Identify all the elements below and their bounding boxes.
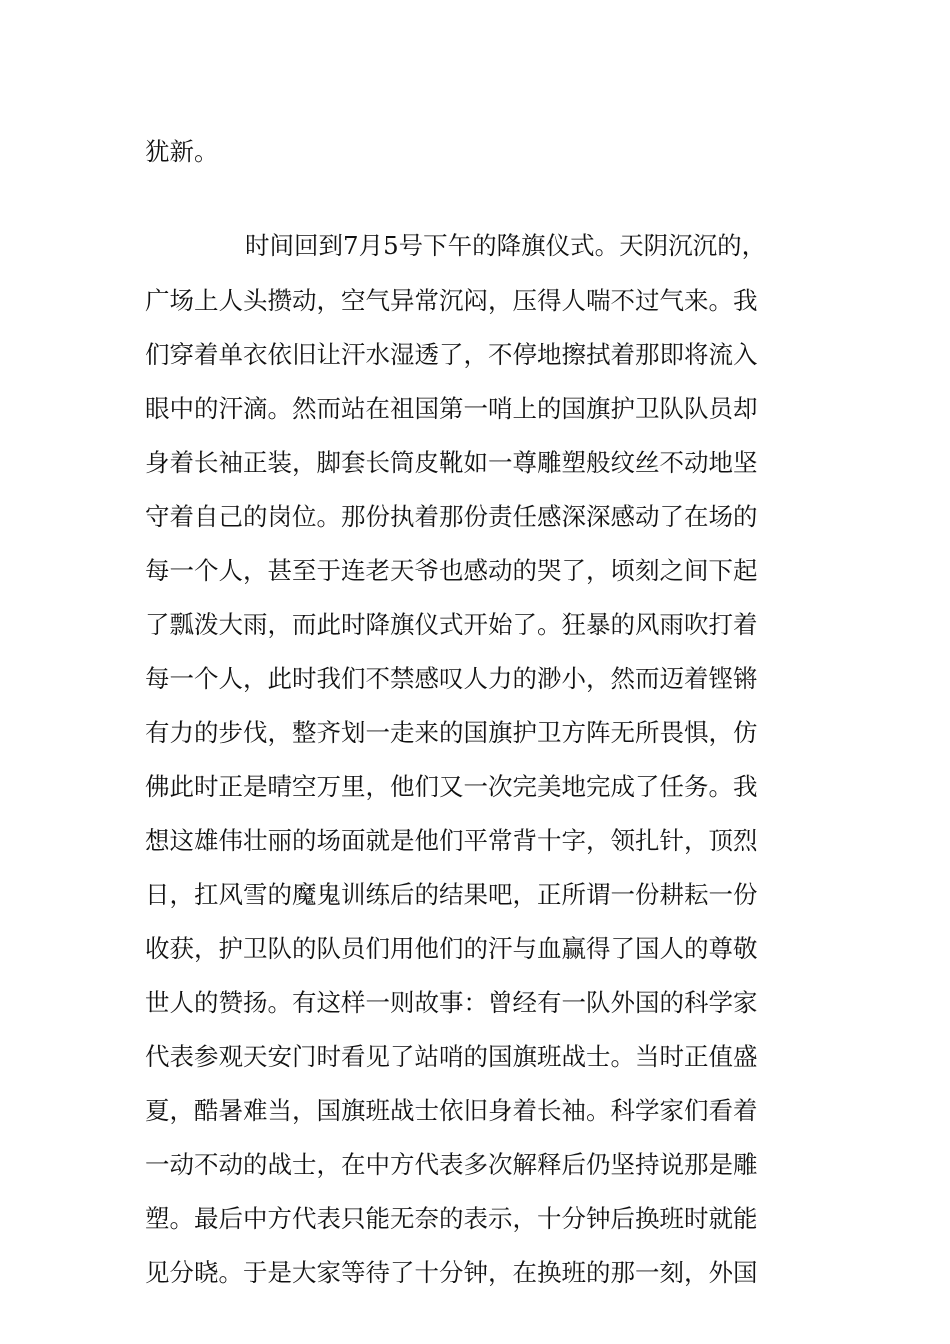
text-line-20: 塑。最后中方代表只能无奈的表示，十分钟后换班时就能 <box>145 1204 758 1233</box>
text-line-17: 代表参观天安门时看见了站哨的国旗班战士。当时正值盛 <box>145 1042 758 1071</box>
text-line-16: 世人的赞扬。有这样一则故事：曾经有一队外国的科学家 <box>145 988 758 1017</box>
text-line-6: 身着长袖正装，脚套长筒皮靴如一尊雕塑般纹丝不动地坚 <box>145 448 758 477</box>
text-line-11: 有力的步伐，整齐划一走来的国旗护卫方阵无所畏惧，仿 <box>145 718 758 747</box>
paragraph-first-line: 时间回到7月5号下午的降旗仪式。天阴沉沉的， <box>245 231 767 260</box>
text-line-13: 想这雄伟壮丽的场面就是他们平常背十字，领扎针，顶烈 <box>145 826 758 855</box>
text-line-14: 日，扛风雪的魔鬼训练后的结果吧，正所谓一份耕耘一份 <box>145 880 758 909</box>
text-line-18: 夏，酷暑难当，国旗班战士依旧身着长袖。科学家们看着 <box>145 1096 758 1125</box>
text-line-4: 们穿着单衣依旧让汗水湿透了，不停地擦拭着那即将流入 <box>145 340 758 369</box>
text-line-21: 见分晓。于是大家等待了十分钟，在换班的那一刻，外国 <box>145 1258 758 1287</box>
text-line-5: 眼中的汗滴。然而站在祖国第一哨上的国旗护卫队队员却 <box>145 394 758 423</box>
text-line-19: 一动不动的战士，在中方代表多次解释后仍坚持说那是雕 <box>145 1150 758 1179</box>
text-line-9: 了瓢泼大雨，而此时降旗仪式开始了。狂暴的风雨吹打着 <box>145 610 758 639</box>
text-line-3: 广场上人头攒动，空气异常沉闷，压得人喘不过气来。我 <box>145 286 758 315</box>
text-line-12: 佛此时正是晴空万里，他们又一次完美地完成了任务。我 <box>145 772 758 801</box>
text-line-15: 收获，护卫队的队员们用他们的汗与血赢得了国人的尊敬 <box>145 934 758 963</box>
text-line-10: 每一个人，此时我们不禁感叹人力的渺小，然而迈着铿锵 <box>145 664 758 693</box>
text-line-1: 犹新。 <box>145 137 219 166</box>
text-line-7: 守着自己的岗位。那份执着那份责任感深深感动了在场的 <box>145 502 758 531</box>
text-line-8: 每一个人，甚至于连老天爷也感动的哭了，顷刻之间下起 <box>145 556 758 585</box>
